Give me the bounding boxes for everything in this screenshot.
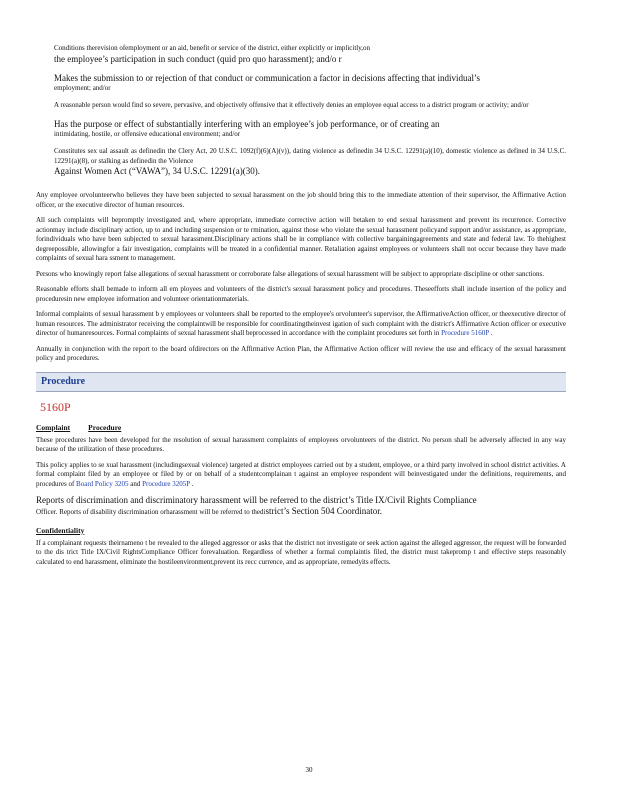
- paragraph: Persons who knowingly report false allegations of sexual harassment or corroborate false allegations of sexual harassment will be subject to appropriate discipline or other sanctions.: [36, 269, 544, 278]
- procedure-code: 5160P: [40, 399, 71, 414]
- bullet-marker: [36, 147, 54, 177]
- heading-word: Complaint: [36, 422, 71, 432]
- bullet-line: the employee’s participation in such conduct (quid pro quo harassment); and/o r: [54, 53, 342, 64]
- paragraph: All such complaints will bepromptly investigated and, where appropriate, immediate corrective action will betaken to end sexual harassment and prevent its recurrence. Corrective actionmay include disciplinary action, up to and including suspension or te rmination, against those who violate the sexual harassment policyand support and/or assistance, as appropriate, forindividuals who have been subjected to sexual harassment.Disciplinary actions shall be in compliance with collective bargainingagreements and state and federal law. To thehighest degreepossible, allowingfor a fair investigation, complaints will be treated in a confidential manner. Retaliation against employees or volunteers shall not occur because they have made complaints of sexual hara ssment to management.: [36, 216, 566, 262]
- bullet-line: Makes the submission to or rejection of that conduct or communication a factor in decisions affecting that individual’s: [54, 72, 480, 83]
- board-policy-3205-link[interactable]: Board Policy 3205: [76, 479, 129, 488]
- bullet-line: intimidating, hostile, or offensive educational environment; and/or: [54, 129, 241, 138]
- list-item: [36, 101, 566, 111]
- complaint-procedure-heading: [36, 423, 566, 432]
- bullet-line: Has the purpose or effect of substantially interfering with an employee’s job performance, or of creating an: [54, 118, 440, 129]
- list-item: [36, 44, 566, 65]
- paragraph: Any employee orvolunteerwho believes they have been subjected to sexual harassment on the job should bring this to the immediate attention of their supervisor, the Affirmative Action officer, or the executive director of human resources.: [36, 191, 566, 209]
- paragraph: Annually in conjunction with the report to the board ofdirectors on the Affirmative Action Plan, the Affirmative Action officer will review the use and efficacy of the sexual harassment policy and procedures.: [36, 344, 566, 362]
- bullet-line: Against Women Act (“VAWA”), 34 U.S.C. 12291(a)(30).: [54, 166, 260, 176]
- bullet-marker: [36, 44, 54, 65]
- bullet-line: A reasonable person would find so severe, pervasive, and objectively offensive that it effectively denies an employee equal access to a district program or activity; and/or: [54, 101, 529, 109]
- procedure-label: Procedure: [41, 376, 86, 387]
- paragraph-text: This policy applies to se xual harassment (includingsexual violence) targeted at district employees carried out by a student, employee, or a third party involved in school district activities. A formal complaint filed by an employee or filed by or on behalf of a studentcomplainan t against an employee respondent will beinvestigated under the definitions, requirements, and procedures of: [36, 460, 566, 488]
- paragraph: These procedures have been developed for the resolution of sexual harassment complaints of employees orvolunteers of the district. No person shall be adversely affected in any way because of the utilization of these procedures.: [36, 435, 566, 453]
- bullet-marker: [36, 101, 54, 111]
- bullet-marker: [36, 119, 54, 140]
- bullet-line: employment; and/or: [54, 83, 111, 92]
- criteria-list: [36, 44, 566, 177]
- paragraph-tail: .: [488, 329, 493, 337]
- procedure-3205p-link[interactable]: Procedure 3205P: [142, 479, 190, 488]
- paragraph-large-text: Reports of discrimination and discriminatory harassment will be referred to the district’s Title IX/Civil Rights Compliance: [36, 495, 477, 505]
- paragraph-tail: .: [189, 479, 194, 488]
- page-number: 30: [305, 766, 313, 774]
- paragraph: [36, 461, 566, 490]
- paragraph: [36, 310, 566, 339]
- paragraph-text: Officer. Reports of disability discrimination orharassment will be referred to thedi: [36, 508, 266, 516]
- paragraph-text: and: [128, 479, 143, 488]
- list-item: [36, 147, 566, 177]
- bullet-line: Constitutes sex ual assault as definedin the Clery Act, 20 U.S.C. 1092(f)(6)(A)(v)), dating violence as definedin 34 U.S.C. 12291(a)(10), domestic violence as defined in 34 U.S.C. 12291(a)(8), or stalking as definedin the Violence: [54, 147, 566, 165]
- confidentiality-heading: Confidentiality: [36, 525, 85, 535]
- procedure-section-header: [36, 372, 566, 392]
- paragraph: [36, 495, 566, 518]
- list-item: [36, 73, 566, 94]
- bullet-line: Conditions therevision ofemployment or an aid, benefit or service of the district, either explicitly or implicitly,on: [54, 44, 371, 52]
- paragraph-text: Informal complaints of sexual harassment b y employees or volunteers shall be reported to the employee's orvolunteer's supervisor, the AffirmativeAction officer, or theexecutive director of human resources. The administrator receiving the complaintwill be responsible for coordinatingtheinvest igation of such complaint with the district's Affirmative Action officer or executive director of humanresources. Formal complaints of sexual harassment shall beprocessed in accordance with the complaint procedures set forth in: [36, 310, 566, 337]
- procedure-5160p-link[interactable]: Procedure 5160P: [441, 329, 489, 337]
- bullet-marker: [36, 73, 54, 94]
- list-item: [36, 119, 566, 140]
- paragraph: If a complainant requests theirnameno t be revealed to the alleged aggressor or asks that the district not investigate or seek action against the alleged aggressor, the request will be forwarded to the dis trict Title IX/Civil RightsCompliance Officer forevaluation. Regardless of whether a formal complaintis filed, the district must takepromp t and effective steps reasonably calculated to end harassment, eliminate the hostileenvironment,prevent its recc currence, and as appropriate, remedyits effects.: [36, 538, 566, 566]
- paragraph-large-text: strict’s Section 504 Coordinator.: [265, 506, 382, 516]
- heading-word: Procedure: [88, 422, 122, 432]
- paragraph: Reasonable efforts shall bemade to inform all em ployees and volunteers of the district's sexual harassment policy and procedures. Theseefforts shall include insertion of the policy and proceduresin new employee information and volunteer orientationmaterials.: [36, 285, 566, 303]
